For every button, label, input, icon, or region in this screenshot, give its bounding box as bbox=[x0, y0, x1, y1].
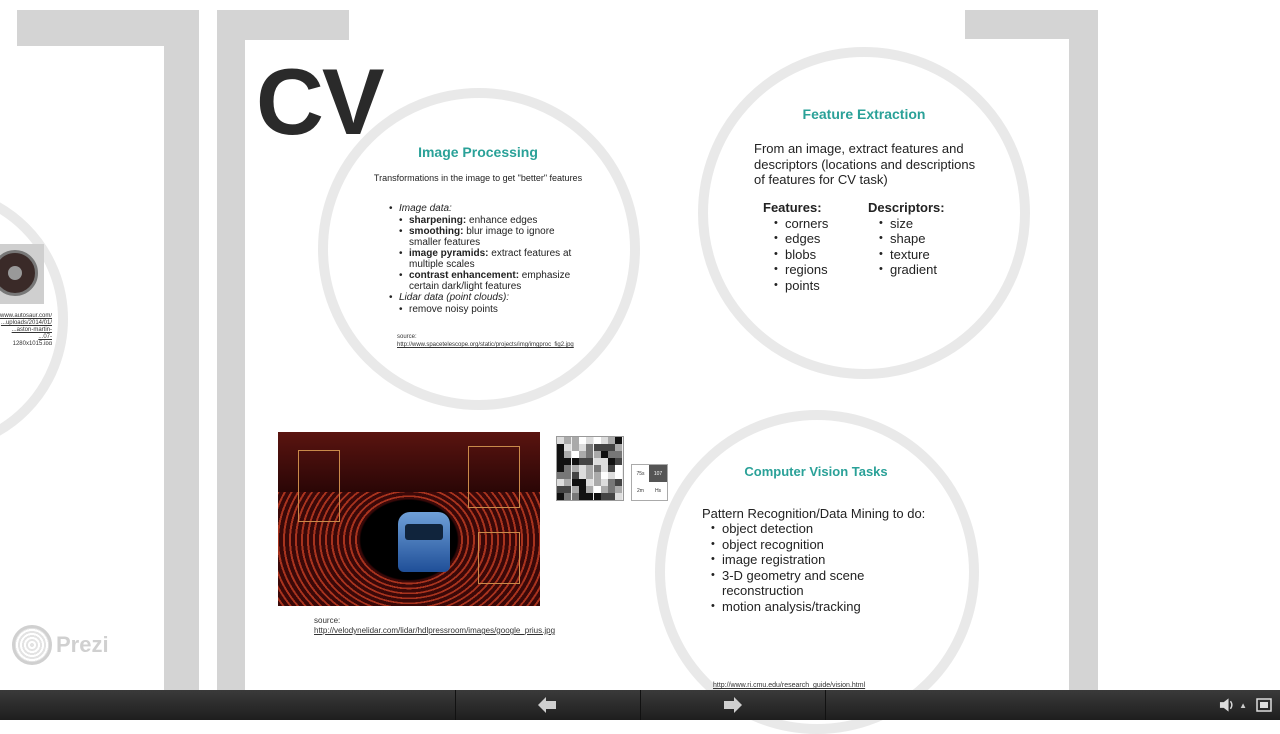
descriptor-item: • texture bbox=[879, 247, 945, 263]
pixel-cell bbox=[608, 458, 615, 465]
descriptor-item: • gradient bbox=[879, 262, 945, 278]
next-button[interactable] bbox=[716, 695, 750, 715]
pixel-cell bbox=[608, 451, 615, 458]
pixel-cell bbox=[564, 458, 571, 465]
feature-item: • blobs bbox=[774, 247, 828, 263]
image-processing-source: source: http://www.spacetelescope.org/static/projects/img/imgproc_fig2.jpg bbox=[397, 334, 574, 348]
pixel-cell bbox=[601, 437, 608, 444]
pixel-cell bbox=[586, 444, 593, 451]
feature-item: • corners bbox=[774, 216, 828, 232]
pixel-cell bbox=[594, 444, 601, 451]
pixel-cell bbox=[572, 465, 579, 472]
pixel-cell bbox=[601, 451, 608, 458]
pixel-cell bbox=[608, 486, 615, 493]
cv-task-item: • motion analysis/tracking bbox=[711, 599, 896, 615]
pixel-cell bbox=[608, 437, 615, 444]
pixel-cell bbox=[572, 458, 579, 465]
toolbar-divider bbox=[640, 690, 641, 720]
pixel-cell bbox=[601, 479, 608, 486]
cv-task-item: • object detection bbox=[711, 521, 896, 537]
pixel-cell bbox=[579, 458, 586, 465]
pixel-cell bbox=[608, 479, 615, 486]
lidar-image-source: source: http://velodynelidar.com/lidar/hdlpressroom/images/google_prius.jpg bbox=[314, 616, 556, 635]
pixel-cell bbox=[601, 444, 608, 451]
volume-button[interactable] bbox=[1219, 696, 1247, 714]
pixel-cell bbox=[557, 444, 564, 451]
pixel-cell bbox=[564, 444, 571, 451]
pixel-cell bbox=[579, 472, 586, 479]
ip-item-pyramids: • image pyramids: extract features at multiple scales bbox=[399, 248, 579, 270]
ip-item-sharpening: • sharpening: enhance edges bbox=[399, 215, 579, 226]
pixel-cell bbox=[564, 486, 571, 493]
pixel-cell bbox=[564, 465, 571, 472]
pixel-cell bbox=[594, 472, 601, 479]
pixel-cell bbox=[586, 437, 593, 444]
volume-arrow-icon: ▲ bbox=[1239, 700, 1247, 710]
pixel-cell bbox=[615, 451, 622, 458]
ip-item-contrast: • contrast enhancement: emphasize certain dark/light features bbox=[399, 270, 579, 292]
lidar-source-link[interactable]: http://velodynelidar.com/lidar/hdlpressroom/images/google_prius.jpg bbox=[314, 626, 556, 635]
descriptor-item: • size bbox=[879, 216, 945, 232]
pixel-cell bbox=[615, 479, 622, 486]
pixel-cell bbox=[615, 444, 622, 451]
ip-item-smoothing: • smoothing: blur image to ignore smaller features bbox=[399, 226, 579, 248]
feature-extraction-circle bbox=[698, 47, 1030, 379]
cv-tasks-list bbox=[711, 521, 896, 614]
feature-extraction-heading: Feature Extraction bbox=[802, 106, 926, 122]
pixel-cell bbox=[564, 493, 571, 500]
pixel-cell bbox=[601, 472, 608, 479]
pixel-cell bbox=[557, 479, 564, 486]
pixel-cell bbox=[579, 479, 586, 486]
pixel-cell bbox=[557, 465, 564, 472]
image-processing-heading: Image Processing bbox=[418, 144, 538, 160]
pixel-cell bbox=[608, 444, 615, 451]
descriptor-item: • shape bbox=[879, 231, 945, 247]
pixel-cell bbox=[594, 458, 601, 465]
pixel-cell bbox=[579, 465, 586, 472]
volume-icon bbox=[1219, 697, 1238, 713]
cv-task-item: • image registration bbox=[711, 552, 896, 568]
car-thumbnail bbox=[0, 244, 44, 304]
pixel-cell bbox=[564, 479, 571, 486]
arrow-left-icon bbox=[538, 697, 556, 713]
pixel-cell bbox=[601, 493, 608, 500]
cv-tasks-heading: Computer Vision Tasks bbox=[744, 464, 888, 479]
pixel-cell bbox=[557, 493, 564, 500]
pixel-cell bbox=[586, 472, 593, 479]
page-title: CV bbox=[256, 49, 383, 154]
pixel-cell bbox=[594, 486, 601, 493]
descriptors-list bbox=[868, 200, 945, 278]
pixel-cell bbox=[586, 493, 593, 500]
descriptors-label: Descriptors: bbox=[868, 200, 945, 215]
pixel-cell bbox=[615, 458, 622, 465]
fullscreen-icon bbox=[1256, 698, 1272, 712]
pixel-cell bbox=[564, 451, 571, 458]
pixel-cell bbox=[601, 465, 608, 472]
pixel-value-cell: 107 bbox=[649, 465, 667, 482]
pixel-cell bbox=[572, 486, 579, 493]
pixel-cell bbox=[572, 451, 579, 458]
pixel-cell bbox=[572, 472, 579, 479]
pixel-cell bbox=[594, 451, 601, 458]
pixel-cell bbox=[572, 444, 579, 451]
pixel-cell bbox=[586, 486, 593, 493]
feature-item: • points bbox=[774, 278, 828, 294]
pixel-cell bbox=[594, 493, 601, 500]
pixel-cell bbox=[557, 486, 564, 493]
pixel-cell bbox=[564, 437, 571, 444]
pixel-cell bbox=[579, 493, 586, 500]
fullscreen-button[interactable] bbox=[1256, 698, 1272, 712]
prev-button[interactable] bbox=[530, 695, 564, 715]
pixel-cell bbox=[615, 493, 622, 500]
lidar-data-group: • Lidar data (point clouds): • remove noisy points bbox=[389, 292, 579, 315]
prezi-logo-icon bbox=[12, 625, 52, 665]
cv-tasks-footer-link[interactable]: http://www.ri.cmu.edu/research_guide/vision.html bbox=[713, 682, 866, 689]
features-label: Features: bbox=[763, 200, 822, 215]
pixel-value-cell: 75s bbox=[632, 465, 649, 482]
main-frame-left bbox=[217, 10, 245, 690]
pixel-cell bbox=[586, 465, 593, 472]
pixel-cell bbox=[579, 486, 586, 493]
pixel-value-cell: Hs bbox=[649, 482, 667, 500]
pixel-cell bbox=[594, 465, 601, 472]
pixel-cell bbox=[615, 437, 622, 444]
arrow-right-icon bbox=[724, 697, 742, 713]
pixel-cell bbox=[608, 493, 615, 500]
pixel-value-cell: 2m bbox=[632, 482, 649, 500]
toolbar-divider bbox=[455, 690, 456, 720]
cv-task-item: • 3-D geometry and scene reconstruction bbox=[711, 568, 896, 599]
pixel-cell bbox=[557, 437, 564, 444]
prezi-logo bbox=[12, 622, 109, 668]
cv-task-item: • object recognition bbox=[711, 537, 896, 553]
image-processing-intro: Transformations in the image to get "better" features bbox=[373, 173, 583, 183]
toolbar-divider bbox=[825, 690, 826, 720]
features-list bbox=[763, 200, 828, 293]
pixel-cell bbox=[572, 493, 579, 500]
pixel-cell bbox=[586, 458, 593, 465]
pixel-cell bbox=[557, 451, 564, 458]
feature-item: • regions bbox=[774, 262, 828, 278]
pixel-cell bbox=[586, 451, 593, 458]
pixel-cell bbox=[615, 465, 622, 472]
pixel-cell bbox=[601, 458, 608, 465]
pixel-cell bbox=[608, 472, 615, 479]
pixel-cell bbox=[557, 472, 564, 479]
feature-item: • edges bbox=[774, 231, 828, 247]
left-frame-right bbox=[164, 10, 199, 690]
pixel-cell bbox=[615, 472, 622, 479]
prezi-logo-text: Prezi bbox=[56, 632, 109, 657]
feature-extraction-intro: From an image, extract features and descriptors (locations and descriptions of features for CV task) bbox=[754, 141, 976, 187]
pixel-cell bbox=[572, 437, 579, 444]
left-source-link[interactable]: www.autosaur.com/ ...uploads/2014/01/ ...aston-martin- ...07-1280x1015.jpg bbox=[0, 313, 52, 345]
pixel-cell bbox=[608, 465, 615, 472]
pixel-cell bbox=[615, 486, 622, 493]
cv-tasks-intro: Pattern Recognition/Data Mining to do: bbox=[702, 506, 926, 521]
ip-item-noisy-points: • remove noisy points bbox=[399, 304, 579, 315]
image-processing-list bbox=[389, 203, 579, 315]
pixel-value-table bbox=[631, 464, 668, 501]
pixel-cell bbox=[564, 472, 571, 479]
pixel-cell bbox=[557, 458, 564, 465]
pixel-cell bbox=[579, 444, 586, 451]
main-frame-right bbox=[1069, 10, 1098, 690]
pixel-grid-image bbox=[556, 436, 624, 501]
pixel-cell bbox=[594, 437, 601, 444]
image-data-group: • Image data: • sharpening: enhance edges • smoothing: blur image to ignore smaller features • image pyramids: extract features at multiple scales • contrast enhancement: emphasize certain dark/light features bbox=[389, 203, 579, 292]
lidar-point-cloud-image bbox=[278, 432, 540, 606]
pixel-cell bbox=[594, 479, 601, 486]
pixel-cell bbox=[601, 486, 608, 493]
image-processing-source-link[interactable]: http://www.spacetelescope.org/static/projects/img/imgproc_fig2.jpg bbox=[397, 342, 574, 348]
bottom-toolbar bbox=[0, 690, 1280, 720]
pixel-cell bbox=[579, 451, 586, 458]
pixel-cell bbox=[572, 479, 579, 486]
car-shape bbox=[398, 512, 450, 572]
pixel-cell bbox=[586, 479, 593, 486]
pixel-cell bbox=[579, 437, 586, 444]
